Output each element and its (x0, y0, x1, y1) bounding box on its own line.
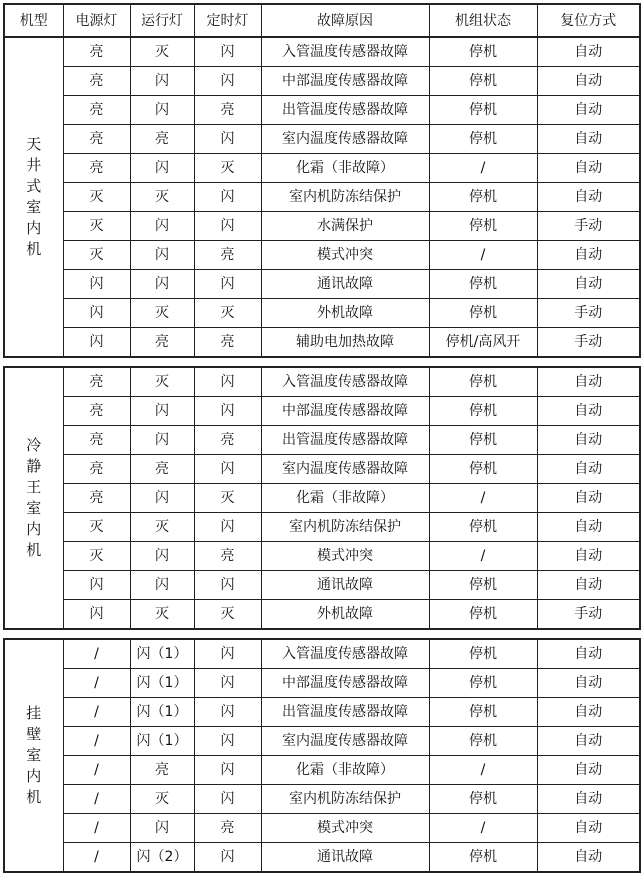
timer-light-cell: 闪 (194, 67, 261, 96)
unit-status-cell: / (429, 241, 537, 270)
unit-status-cell: / (429, 814, 537, 843)
table-row (4, 299, 640, 328)
run-light-cell: 亮 (130, 125, 194, 154)
timer-light-cell: 闪 (194, 843, 261, 873)
fault-cause-cell: 通讯故障 (261, 843, 429, 873)
table-row (4, 542, 640, 571)
table-row (4, 67, 640, 96)
fault-cause-cell: 模式冲突 (261, 241, 429, 270)
unit-status-cell: 停机 (429, 367, 537, 397)
timer-light-cell: 亮 (194, 96, 261, 125)
run-light-cell: 亮 (130, 455, 194, 484)
fault-cause-cell: 化霜（非故障） (261, 154, 429, 183)
timer-light-cell: 闪 (194, 183, 261, 212)
fault-cause-cell: 室内温度传感器故障 (261, 727, 429, 756)
run-light-cell: 闪（1） (130, 639, 194, 669)
reset-mode-cell: 自动 (537, 125, 640, 154)
fault-cause-cell: 外机故障 (261, 299, 429, 328)
model-name-cell (4, 38, 63, 358)
header-row (4, 4, 640, 37)
reset-mode-cell: 自动 (537, 154, 640, 183)
unit-status-cell: 停机/高风开 (429, 328, 537, 358)
unit-status-cell: / (429, 756, 537, 785)
fault-cause-cell: 出管温度传感器故障 (261, 698, 429, 727)
table-row (4, 96, 640, 125)
fault-cause-cell: 入管温度传感器故障 (261, 38, 429, 67)
power-light-cell: 闪 (63, 600, 130, 630)
model-name: 天井式室内机 (26, 135, 42, 258)
unit-status-cell: 停机 (429, 270, 537, 299)
reset-mode-cell: 自动 (537, 455, 640, 484)
unit-status-cell: 停机 (429, 843, 537, 873)
power-light-cell: 亮 (63, 125, 130, 154)
unit-status-cell: 停机 (429, 299, 537, 328)
timer-light-cell: 闪 (194, 125, 261, 154)
reset-mode-cell: 自动 (537, 669, 640, 698)
timer-light-cell: 闪 (194, 38, 261, 67)
fault-cause-cell: 中部温度传感器故障 (261, 67, 429, 96)
fault-cause-cell: 化霜（非故障） (261, 756, 429, 785)
fault-cause-cell: 通讯故障 (261, 270, 429, 299)
timer-light-cell: 亮 (194, 328, 261, 358)
unit-status-cell: 停机 (429, 669, 537, 698)
reset-mode-cell: 自动 (537, 270, 640, 299)
table-row (4, 426, 640, 455)
fault-cause-cell: 出管温度传感器故障 (261, 426, 429, 455)
run-light-cell: 闪（1） (130, 669, 194, 698)
fault-cause-cell: 水满保护 (261, 212, 429, 241)
unit-status-cell: 停机 (429, 785, 537, 814)
model-name: 挂壁室内机 (26, 704, 42, 806)
table-row (4, 38, 640, 67)
power-light-cell: 闪 (63, 571, 130, 600)
header-fault-cause: 故障原因 (261, 4, 429, 37)
fault-cause-cell: 化霜（非故障） (261, 484, 429, 513)
run-light-cell: 亮 (130, 756, 194, 785)
fault-cause-cell: 辅助电加热故障 (261, 328, 429, 358)
unit-status-cell: 停机 (429, 455, 537, 484)
unit-status-cell: 停机 (429, 212, 537, 241)
fault-cause-cell: 室内机防冻结保护 (261, 785, 429, 814)
reset-mode-cell: 自动 (537, 426, 640, 455)
timer-light-cell: 闪 (194, 639, 261, 669)
run-light-cell: 闪 (130, 426, 194, 455)
reset-mode-cell: 自动 (537, 542, 640, 571)
group-separator (3, 630, 639, 638)
table-row (4, 367, 640, 397)
power-light-cell: 灭 (63, 241, 130, 270)
header-power-light: 电源灯 (63, 4, 130, 37)
timer-light-cell: 闪 (194, 698, 261, 727)
table-row (4, 154, 640, 183)
power-light-cell: / (63, 814, 130, 843)
header-timer-light: 定时灯 (194, 4, 261, 37)
unit-status-cell: 停机 (429, 727, 537, 756)
reset-mode-cell: 自动 (537, 484, 640, 513)
header-unit-status: 机组状态 (429, 4, 537, 37)
reset-mode-cell: 自动 (537, 814, 640, 843)
run-light-cell: 灭 (130, 299, 194, 328)
timer-light-cell: 灭 (194, 484, 261, 513)
timer-light-cell: 亮 (194, 241, 261, 270)
timer-light-cell: 灭 (194, 154, 261, 183)
power-light-cell: 亮 (63, 67, 130, 96)
reset-mode-cell: 自动 (537, 727, 640, 756)
run-light-cell: 闪 (130, 270, 194, 299)
reset-mode-cell: 自动 (537, 67, 640, 96)
run-light-cell: 闪 (130, 397, 194, 426)
power-light-cell: / (63, 698, 130, 727)
power-light-cell: 亮 (63, 455, 130, 484)
table-row (4, 484, 640, 513)
reset-mode-cell: 自动 (537, 96, 640, 125)
run-light-cell: 闪（1） (130, 727, 194, 756)
reset-mode-cell: 手动 (537, 212, 640, 241)
table-row (4, 125, 640, 154)
power-light-cell: 亮 (63, 154, 130, 183)
power-light-cell: / (63, 756, 130, 785)
fault-code-table (3, 3, 639, 873)
reset-mode-cell: 手动 (537, 600, 640, 630)
run-light-cell: 闪 (130, 241, 194, 270)
model-name-cell (4, 639, 63, 872)
power-light-cell: 闪 (63, 328, 130, 358)
reset-mode-cell: 自动 (537, 38, 640, 67)
table-row (4, 785, 640, 814)
run-light-cell: 灭 (130, 600, 194, 630)
table-row (4, 814, 640, 843)
fault-cause-cell: 入管温度传感器故障 (261, 639, 429, 669)
unit-status-cell: / (429, 542, 537, 571)
model-group-table (3, 366, 641, 630)
unit-status-cell: 停机 (429, 513, 537, 542)
group-separator (3, 358, 639, 366)
timer-light-cell: 闪 (194, 455, 261, 484)
power-light-cell: / (63, 727, 130, 756)
table-row (4, 698, 640, 727)
reset-mode-cell: 自动 (537, 571, 640, 600)
unit-status-cell: 停机 (429, 600, 537, 630)
reset-mode-cell: 自动 (537, 639, 640, 669)
power-light-cell: 灭 (63, 212, 130, 241)
power-light-cell: / (63, 843, 130, 873)
unit-status-cell: 停机 (429, 571, 537, 600)
power-light-cell: / (63, 785, 130, 814)
unit-status-cell: 停机 (429, 397, 537, 426)
table-row (4, 600, 640, 630)
table-row (4, 756, 640, 785)
unit-status-cell: 停机 (429, 125, 537, 154)
run-light-cell: 闪 (130, 212, 194, 241)
fault-cause-cell: 室内温度传感器故障 (261, 125, 429, 154)
table-row (4, 397, 640, 426)
timer-light-cell: 闪 (194, 571, 261, 600)
timer-light-cell: 闪 (194, 367, 261, 397)
table-row (4, 183, 640, 212)
timer-light-cell: 闪 (194, 212, 261, 241)
table-row (4, 639, 640, 669)
power-light-cell: 亮 (63, 426, 130, 455)
table-row (4, 212, 640, 241)
power-light-cell: 亮 (63, 38, 130, 67)
reset-mode-cell: 自动 (537, 241, 640, 270)
run-light-cell: 灭 (130, 367, 194, 397)
model-name: 冷静王室内机 (26, 436, 42, 559)
power-light-cell: 亮 (63, 397, 130, 426)
timer-light-cell: 闪 (194, 785, 261, 814)
power-light-cell: 灭 (63, 542, 130, 571)
reset-mode-cell: 自动 (537, 513, 640, 542)
fault-cause-cell: 中部温度传感器故障 (261, 669, 429, 698)
run-light-cell: 闪 (130, 484, 194, 513)
power-light-cell: 闪 (63, 270, 130, 299)
fault-cause-cell: 通讯故障 (261, 571, 429, 600)
power-light-cell: 灭 (63, 183, 130, 212)
table-row (4, 669, 640, 698)
reset-mode-cell: 自动 (537, 756, 640, 785)
unit-status-cell: 停机 (429, 67, 537, 96)
power-light-cell: / (63, 669, 130, 698)
table-row (4, 455, 640, 484)
run-light-cell: 闪 (130, 67, 194, 96)
run-light-cell: 灭 (130, 183, 194, 212)
table-row (4, 571, 640, 600)
power-light-cell: 亮 (63, 367, 130, 397)
power-light-cell: 亮 (63, 484, 130, 513)
table-row (4, 328, 640, 358)
reset-mode-cell: 自动 (537, 367, 640, 397)
timer-light-cell: 灭 (194, 600, 261, 630)
power-light-cell: / (63, 639, 130, 669)
run-light-cell: 闪（1） (130, 698, 194, 727)
power-light-cell: 闪 (63, 299, 130, 328)
timer-light-cell: 闪 (194, 270, 261, 299)
fault-cause-cell: 中部温度传感器故障 (261, 397, 429, 426)
header-model: 机型 (4, 4, 63, 37)
table-row (4, 727, 640, 756)
run-light-cell: 灭 (130, 38, 194, 67)
model-group-table (3, 37, 641, 358)
fault-cause-cell: 入管温度传感器故障 (261, 367, 429, 397)
run-light-cell: 亮 (130, 328, 194, 358)
power-light-cell: 亮 (63, 96, 130, 125)
reset-mode-cell: 自动 (537, 183, 640, 212)
fault-cause-cell: 模式冲突 (261, 814, 429, 843)
run-light-cell: 闪 (130, 542, 194, 571)
table-row (4, 270, 640, 299)
unit-status-cell: 停机 (429, 639, 537, 669)
run-light-cell: 闪 (130, 96, 194, 125)
unit-status-cell: 停机 (429, 96, 537, 125)
table-header (3, 3, 641, 37)
fault-cause-cell: 出管温度传感器故障 (261, 96, 429, 125)
model-name-cell (4, 367, 63, 629)
run-light-cell: 闪 (130, 814, 194, 843)
unit-status-cell: 停机 (429, 38, 537, 67)
fault-cause-cell: 室内温度传感器故障 (261, 455, 429, 484)
unit-status-cell: / (429, 484, 537, 513)
unit-status-cell: / (429, 154, 537, 183)
timer-light-cell: 亮 (194, 542, 261, 571)
table-row (4, 843, 640, 873)
reset-mode-cell: 自动 (537, 843, 640, 873)
reset-mode-cell: 手动 (537, 299, 640, 328)
model-group-table (3, 638, 641, 873)
timer-light-cell: 闪 (194, 756, 261, 785)
unit-status-cell: 停机 (429, 426, 537, 455)
reset-mode-cell: 自动 (537, 698, 640, 727)
run-light-cell: 闪 (130, 154, 194, 183)
timer-light-cell: 灭 (194, 299, 261, 328)
unit-status-cell: 停机 (429, 698, 537, 727)
run-light-cell: 灭 (130, 785, 194, 814)
fault-cause-cell: 室内机防冻结保护 (261, 513, 429, 542)
timer-light-cell: 闪 (194, 669, 261, 698)
unit-status-cell: 停机 (429, 183, 537, 212)
timer-light-cell: 亮 (194, 814, 261, 843)
fault-cause-cell: 外机故障 (261, 600, 429, 630)
power-light-cell: 灭 (63, 513, 130, 542)
run-light-cell: 闪 (130, 571, 194, 600)
table-row (4, 241, 640, 270)
header-reset-mode: 复位方式 (537, 4, 640, 37)
reset-mode-cell: 手动 (537, 328, 640, 358)
table-row (4, 513, 640, 542)
reset-mode-cell: 自动 (537, 397, 640, 426)
fault-cause-cell: 室内机防冻结保护 (261, 183, 429, 212)
timer-light-cell: 闪 (194, 513, 261, 542)
header-run-light: 运行灯 (130, 4, 194, 37)
run-light-cell: 闪（2） (130, 843, 194, 873)
reset-mode-cell: 自动 (537, 785, 640, 814)
timer-light-cell: 闪 (194, 727, 261, 756)
run-light-cell: 灭 (130, 513, 194, 542)
timer-light-cell: 亮 (194, 426, 261, 455)
fault-cause-cell: 模式冲突 (261, 542, 429, 571)
timer-light-cell: 闪 (194, 397, 261, 426)
